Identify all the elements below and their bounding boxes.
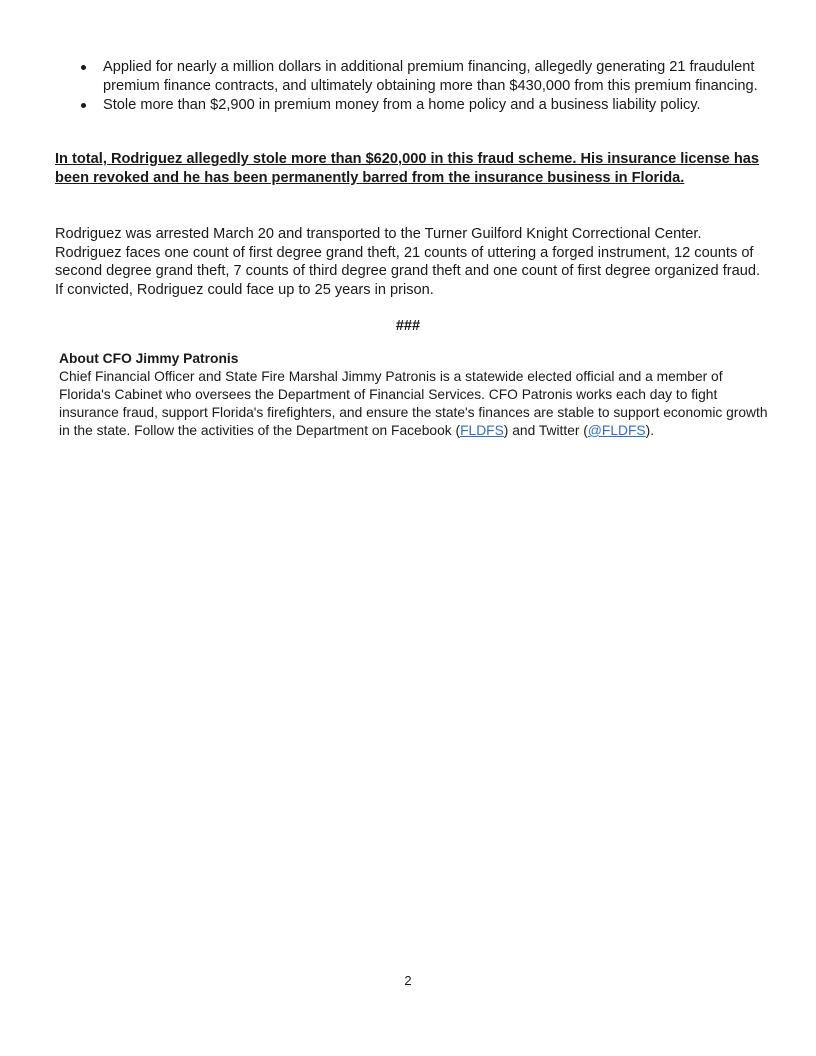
page-number: 2 — [404, 973, 412, 988]
bullet-icon — [81, 65, 86, 70]
about-text-mid: ) and Twitter ( — [503, 423, 588, 438]
bullet-list — [78, 58, 768, 116]
list-item — [78, 58, 768, 95]
about-paragraph — [59, 368, 771, 440]
arrest-paragraph: Rodriguez was arrested March 20 and transported to the Turner Guilford Knight Correctional Center. Rodriguez faces one count of first degree grand theft, 21 counts of uttering a forged instrument, 12 counts of second degree grand theft, 7 counts of third degree grand theft and one count of first degree organized fraud. If convicted, Rodriguez could face up to 25 years in prison. — [55, 226, 761, 298]
facebook-link[interactable]: FLDFS — [460, 423, 504, 438]
about-heading: About CFO Jimmy Patronis — [59, 351, 239, 366]
highlight-statement: In total, Rodriguez allegedly stole more than $620,000 in this fraud scheme. His insurance license has been revoked and he has been permanently barred from the insurance business in Florida. — [55, 151, 759, 186]
twitter-link[interactable]: @FLDFS — [587, 423, 646, 438]
section-separator: ### — [395, 318, 421, 334]
bullet-text: Applied for nearly a million dollars in additional premium financing, allegedly generating 21 fraudulent premium finance contracts, and ultimately obtaining more than $430,000 from this premium financing. — [103, 59, 758, 94]
bullet-text: Stole more than $2,900 in premium money from a home policy and a business liability policy. — [103, 97, 701, 113]
about-text-end: ). — [645, 423, 655, 438]
list-item — [78, 96, 768, 115]
about-text: Chief Financial Officer and State Fire Marshal Jimmy Patronis is a statewide elected official and a member of Florida's Cabinet who oversees the Department of Financial Services. CFO Patronis works each day to fight insurance fraud, support Florida's firefighters, and ensure the state's finances are stable to support economic growth in the state. Follow the activities of the Department on Facebook ( — [59, 369, 768, 438]
bullet-icon — [81, 103, 86, 108]
